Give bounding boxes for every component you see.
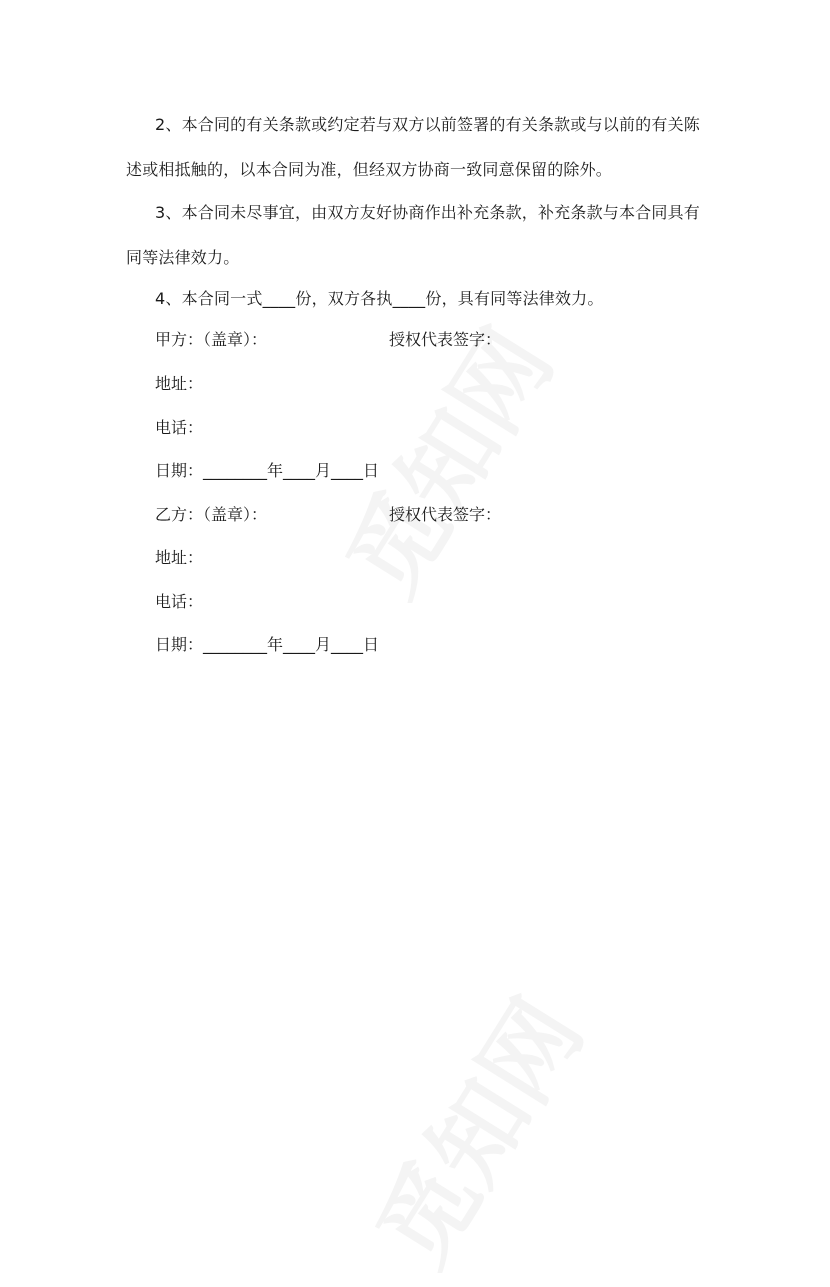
party-a-phone-label: 电话： — [155, 418, 204, 437]
watermark — [340, 970, 609, 1287]
party-b-address-label: 地址： — [155, 548, 204, 567]
party-a-date-label: 日期：________年____月____日 — [155, 461, 380, 480]
party-a-address-label: 地址： — [155, 374, 204, 393]
party-a-seal-label: 甲方：（盖章）： — [155, 330, 268, 349]
party-b-signature-label: 授权代表签字： — [389, 505, 502, 524]
party-b-phone-label: 电话： — [155, 592, 204, 611]
party-b-date-label: 日期：________年____月____日 — [155, 635, 380, 654]
party-b-seal-label: 乙方：（盖章）： — [155, 505, 268, 524]
clause-4: 4、本合同一式____份，双方各执____份，具有同等法律效力。 — [155, 289, 604, 308]
party-a-signature-label: 授权代表签字： — [389, 330, 502, 349]
clause-3: 3、本合同未尽事宜，由双方友好协商作出补充条款，补充条款与本合同具有同等法律效力。 — [126, 203, 700, 267]
clause-2: 2、本合同的有关条款或约定若与双方以前签署的有关条款或与以前的有关陈述或相抵触的，以本合同为准，但经双方协商一致同意保留的除外。 — [126, 115, 700, 179]
